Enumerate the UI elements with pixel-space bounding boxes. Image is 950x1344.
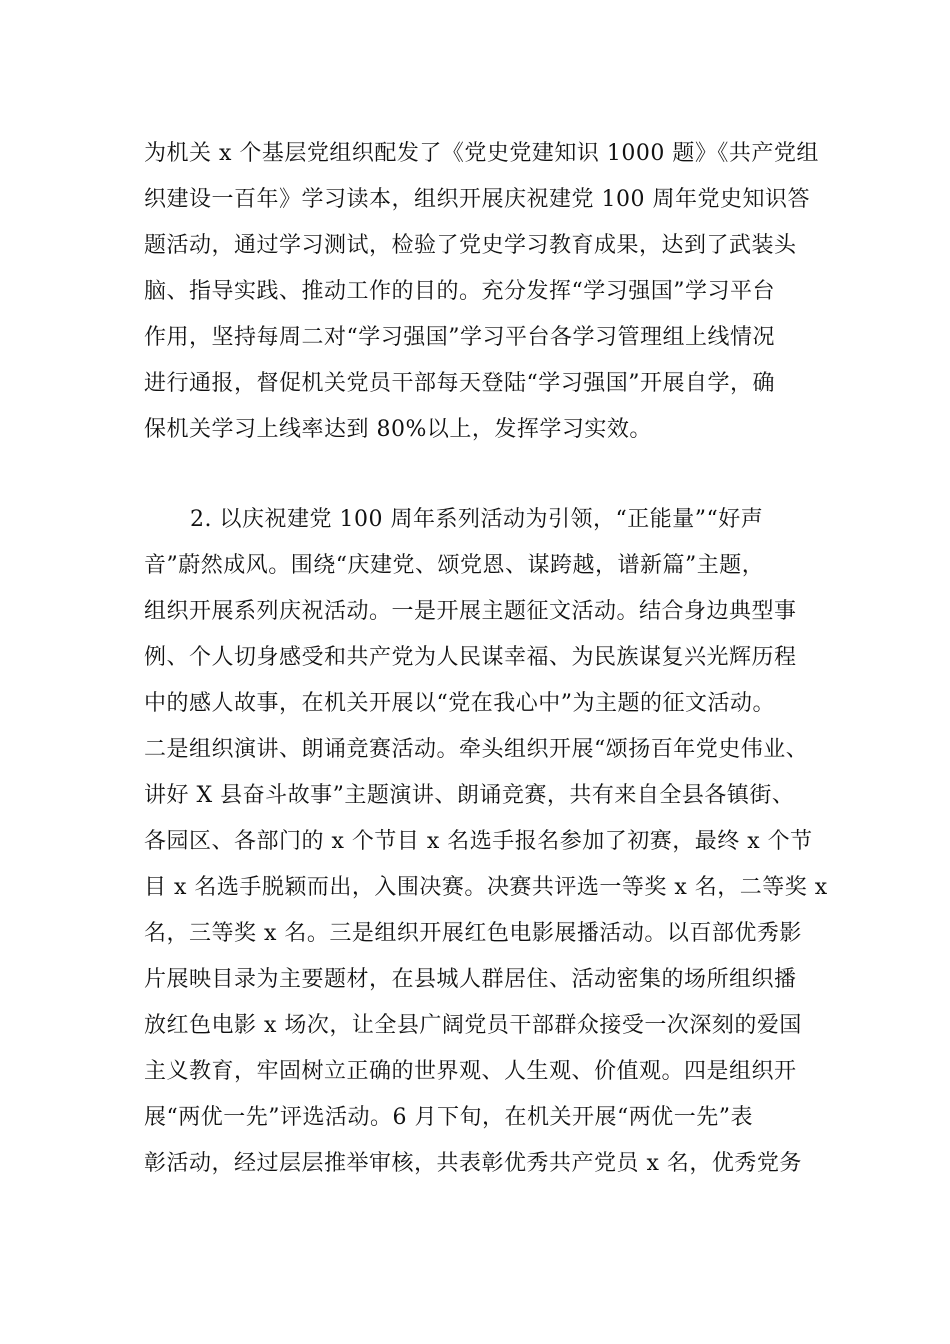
paragraph-1-line-1: 为机关 x 个基层党组织配发了《党史党建知识 1000 题》《共产党组 (144, 141, 819, 166)
paragraph-2-line-2: 音”蔚然成风。围绕“庆建党、颂党恩、谋跨越，谱新篇”主题， (144, 553, 765, 578)
paragraph-2-line-11: 片展映目录为主要题材，在县城人群居住、活动密集的场所组织播 (144, 967, 797, 992)
paragraph-2-line-1: 2. 以庆祝建党 100 周年系列活动为引领，“正能量”“好声 (190, 507, 764, 532)
paragraph-2-line-12: 放红色电影 x 场次，让全县广阔党员干部群众接受一次深刻的爱国 (144, 1013, 802, 1038)
paragraph-2-line-10: 名，三等奖 x 名。三是组织开展红色电影展播活动。以百部优秀影 (144, 921, 802, 946)
paragraph-1-line-5: 作用，坚持每周二对“学习强国”学习平台各学习管理组上线情况 (144, 325, 775, 350)
paragraph-1-line-6: 进行通报，督促机关党员干部每天登陆“学习强国”开展自学，确 (144, 371, 775, 396)
paragraph-2-line-7: 讲好 X 县奋斗故事”主题演讲、朗诵竞赛，共有来自全县各镇街、 (144, 783, 795, 808)
paragraph-1-line-7: 保机关学习上线率达到 80%以上，发挥学习实效。 (144, 417, 652, 442)
paragraph-2-line-6: 二是组织演讲、朗诵竞赛活动。牵头组织开展“颂扬百年党史伟业、 (144, 737, 809, 762)
paragraph-2-line-3: 组织开展系列庆祝活动。一是开展主题征文活动。结合身边典型事 (144, 599, 797, 624)
paragraph-1-line-3: 题活动，通过学习测试，检验了党史学习教育成果，达到了武装头 (144, 233, 797, 258)
paragraph-2-line-8: 各园区、各部门的 x 个节目 x 名选手报名参加了初赛，最终 x 个节 (144, 829, 813, 854)
paragraph-2-line-15: 彰活动，经过层层推举审核，共表彰优秀共产党员 x 名，优秀党务 (144, 1151, 802, 1176)
paragraph-2-line-14: 展“两优一先”评选活动。6 月下旬，在机关开展“两优一先”表 (144, 1105, 753, 1130)
paragraph-1-line-2: 织建设一百年》学习读本，组织开展庆祝建党 100 周年党史知识答 (144, 187, 810, 212)
paragraph-2-line-9: 目 x 名选手脱颖而出，入围决赛。决赛共评选一等奖 x 名，二等奖 x (144, 875, 828, 900)
paragraph-2-line-4: 例、个人切身感受和共产党为人民谋幸福、为民族谋复兴光辉历程 (144, 645, 797, 670)
paragraph-2-line-13: 主义教育，牢固树立正确的世界观、人生观、价值观。四是组织开 (144, 1059, 797, 1084)
paragraph-1-line-4: 脑、指导实践、推动工作的目的。充分发挥“学习强国”学习平台 (144, 279, 775, 304)
paragraph-2-line-5: 中的感人故事，在机关开展以“党在我心中”为主题的征文活动。 (144, 691, 775, 716)
